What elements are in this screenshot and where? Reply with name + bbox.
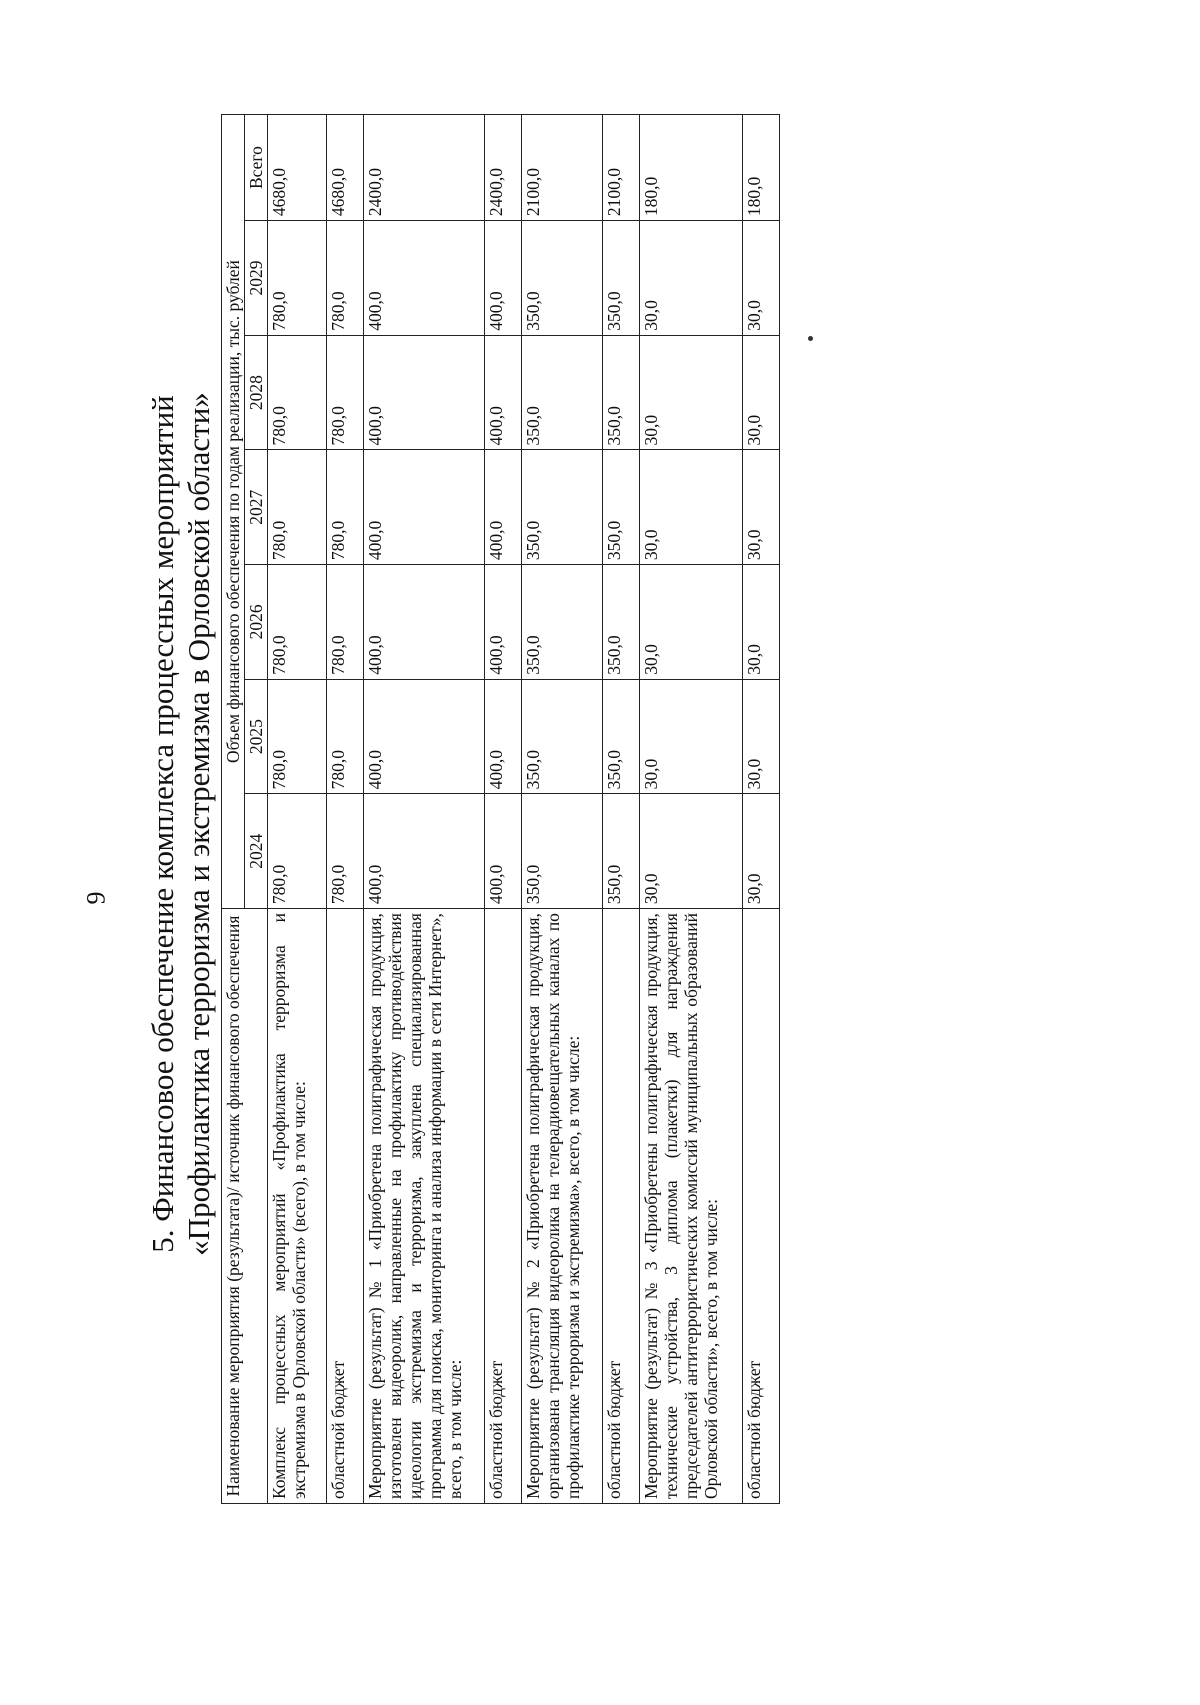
year-value-cell: 350,0 [522,221,603,336]
table-row [268,115,327,1504]
year-value-cell: 780,0 [327,450,364,565]
year-value-cell: 780,0 [268,794,327,909]
year-value-cell: 780,0 [327,335,364,450]
year-value-cell: 30,0 [640,565,743,680]
row-name-cell: областной бюджет [743,909,780,1504]
year-value-cell: 350,0 [603,565,640,680]
year-value-cell: 400,0 [364,450,485,565]
page-number: 9 [81,891,111,905]
year-value-cell: 400,0 [485,450,522,565]
title-line-2: «Профилактика терроризма и экстремизма в Орловской области» [181,392,216,1256]
year-value-cell: 780,0 [327,221,364,336]
year-value-cell: 400,0 [364,221,485,336]
year-value-cell: 780,0 [268,221,327,336]
year-value-cell: 350,0 [522,794,603,909]
year-value-cell: 350,0 [522,565,603,680]
year-value-cell: 350,0 [603,450,640,565]
total-cell: 180,0 [743,115,780,221]
year-value-cell: 400,0 [364,335,485,450]
year-value-cell: 30,0 [743,679,780,794]
row-name-cell: областной бюджет [485,909,522,1504]
total-cell: 4680,0 [327,115,364,221]
year-value-cell: 30,0 [640,221,743,336]
total-cell: 2400,0 [485,115,522,221]
year-value-cell: 350,0 [522,335,603,450]
row-name-cell: Мероприятие (результат) № 2 «Приобретена полиграфическая продукция, организована трансляция видеоролика на телерадиовещательных каналах по профилактике терроризма и экстремизма», всего, в том числе: [522,909,603,1504]
table-row [485,115,522,1504]
year-value-cell: 400,0 [485,794,522,909]
row-name-cell: областной бюджет [327,909,364,1504]
year-value-cell: 350,0 [603,221,640,336]
total-cell: 4680,0 [268,115,327,221]
total-cell: 2100,0 [522,115,603,221]
year-value-cell: 400,0 [485,335,522,450]
year-value-cell: 400,0 [364,679,485,794]
total-cell: 2100,0 [603,115,640,221]
year-header: 2027 [245,450,268,565]
year-value-cell: 30,0 [640,679,743,794]
year-value-cell: 400,0 [485,679,522,794]
year-header: 2029 [245,221,268,336]
rotated-document-body [145,74,795,1574]
row-name-cell: Комплекс процессных мероприятий «Профилактика терроризма и экстремизма в Орловской области» (всего), в том числе: [268,909,327,1504]
year-value-cell: 780,0 [327,794,364,909]
year-value-cell: 30,0 [743,450,780,565]
year-value-cell: 780,0 [327,679,364,794]
title-line-1: 5. Финансовое обеспечение комплекса процессных мероприятий [145,395,180,1253]
year-value-cell: 400,0 [364,794,485,909]
scan-speck [808,336,813,341]
row-name-cell: областной бюджет [603,909,640,1504]
document-title [145,74,217,1574]
year-value-cell: 30,0 [743,221,780,336]
year-value-cell: 30,0 [743,794,780,909]
year-header: 2025 [245,679,268,794]
row-name-cell: Мероприятие (результат) № 3 «Приобретены полиграфическая продукция, технические устройства, 3 диплома (плакетки) для награждения председателей антитеррористических комиссий муниципальных образований Орловской области», всего, в том числе: [640,909,743,1504]
year-value-cell: 30,0 [640,450,743,565]
financing-table [221,114,780,1504]
year-value-cell: 30,0 [640,794,743,909]
table-row [743,115,780,1504]
year-header: 2024 [245,794,268,909]
year-value-cell: 400,0 [485,565,522,680]
year-value-cell: 350,0 [603,794,640,909]
year-value-cell: 780,0 [268,450,327,565]
year-value-cell: 780,0 [268,335,327,450]
table-row [522,115,603,1504]
year-value-cell: 350,0 [603,335,640,450]
year-value-cell: 400,0 [485,221,522,336]
year-value-cell: 400,0 [364,565,485,680]
table-row [640,115,743,1504]
year-value-cell: 350,0 [522,450,603,565]
row-name-cell: Мероприятие (результат) № 1 «Приобретена полиграфическая продукция, изготовлен видеоролик, направленные на профилактику противодействия идеологии экстремизма и терроризма, закуплена специализированная программа для поиска, мониторинга и анализа информации в сети Интернет», всего, в том числе: [364,909,485,1504]
total-header: Всего [245,115,268,221]
table-row [327,115,364,1504]
year-value-cell: 780,0 [327,565,364,680]
year-header: 2026 [245,565,268,680]
total-cell: 2400,0 [364,115,485,221]
year-value-cell: 780,0 [268,565,327,680]
year-value-cell: 30,0 [640,335,743,450]
year-value-cell: 780,0 [268,679,327,794]
year-header: 2028 [245,335,268,450]
total-cell: 180,0 [640,115,743,221]
year-value-cell: 30,0 [743,565,780,680]
year-value-cell: 30,0 [743,335,780,450]
column-group-header: Объем финансового обеспечения по годам реализации, тыс. рублей [222,115,245,909]
column-header-name: Наименование мероприятия (результата)/ источник финансового обеспечения [222,909,268,1504]
table-row [364,115,485,1504]
year-value-cell: 350,0 [522,679,603,794]
year-value-cell: 350,0 [603,679,640,794]
table-row [603,115,640,1504]
